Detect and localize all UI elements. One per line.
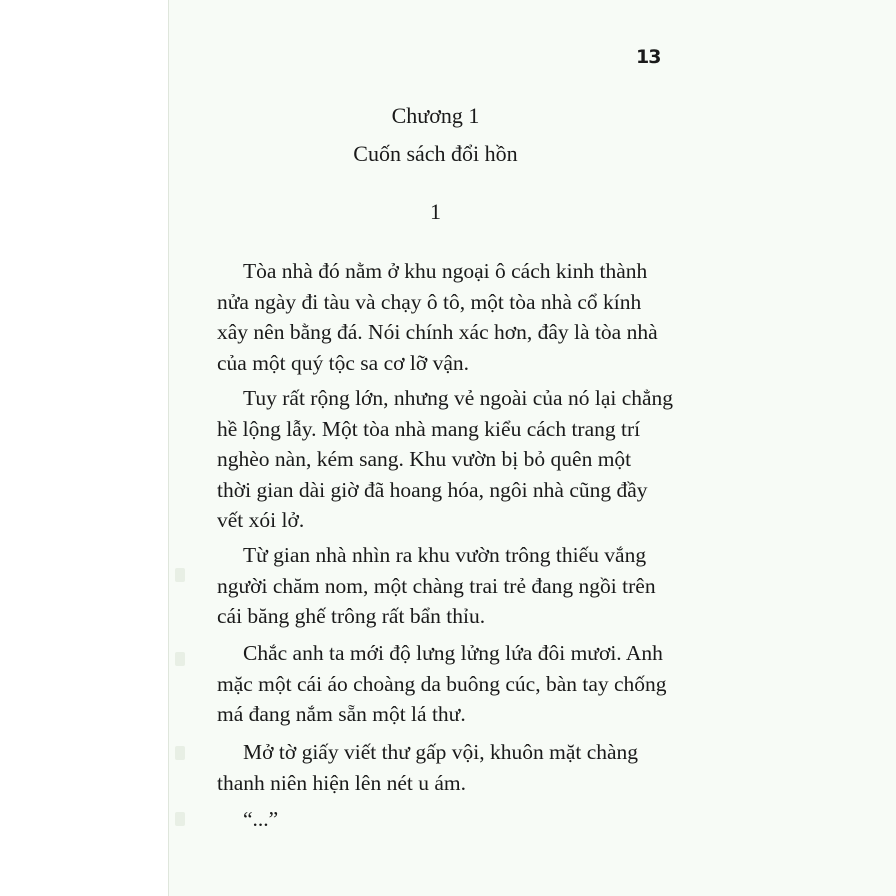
paragraph-line: má đang nắm sẵn một lá thư.: [217, 702, 466, 726]
paragraph-4: [217, 638, 689, 730]
paragraph-line: Chắc anh ta mới độ lưng lửng lứa đôi mươi. Anh: [243, 641, 663, 665]
paragraph-1: [217, 256, 689, 378]
chapter-label: Chương 1: [391, 103, 480, 128]
section-number: 1: [430, 199, 441, 224]
edge-mark: [175, 812, 185, 826]
paragraph-line: cái băng ghế trông rất bẩn thỉu.: [217, 604, 486, 628]
edge-mark: [175, 568, 185, 582]
paragraph-line: vết xói lở.: [217, 508, 305, 532]
edge-mark: [175, 652, 185, 666]
paragraph-line: mặc một cái áo choàng da buông cúc, bàn tay chống: [217, 671, 667, 696]
edge-mark: [175, 746, 185, 760]
paragraph-line: thanh niên hiện lên nét u ám.: [217, 770, 466, 795]
paragraph-line: của một quý tộc sa cơ lỡ vận.: [217, 350, 470, 375]
paragraph-line: “...”: [243, 807, 279, 831]
paragraph-line: Tòa nhà đó nằm ở khu ngoại ô cách kinh thành: [243, 259, 648, 283]
paragraph-3: [217, 540, 689, 632]
paragraph-line: thời gian dài giờ đã hoang hóa, ngôi nhà cũng đầy: [217, 477, 648, 502]
paragraph-line: Tuy rất rộng lớn, nhưng vẻ ngoài của nó lại chẳng: [243, 386, 674, 410]
paragraph-line: nghèo nàn, kém sang. Khu vườn bị bỏ quên một: [217, 447, 632, 471]
page-edge-marks: [169, 0, 193, 896]
chapter-title: Cuốn sách đổi hồn: [353, 141, 518, 166]
paragraph-6: [217, 804, 715, 835]
paragraph-line: nửa ngày đi tàu và chạy ô tô, một tòa nhà cổ kính: [217, 289, 642, 314]
book-page: [168, 0, 896, 896]
paragraph-5: [217, 737, 689, 798]
paragraph-line: xây nên bằng đá. Nói chính xác hơn, đây là tòa nhà: [217, 320, 658, 344]
paragraph-line: Mở tờ giấy viết thư gấp vội, khuôn mặt chàng: [243, 740, 639, 764]
page-number: 13: [636, 46, 661, 68]
paragraph-line: Từ gian nhà nhìn ra khu vườn trông thiếu vắng: [243, 543, 647, 567]
paragraph-line: hề lộng lẫy. Một tòa nhà mang kiểu cách trang trí: [217, 416, 641, 441]
paragraph-line: người chăm nom, một chàng trai trẻ đang ngồi trên: [217, 573, 656, 598]
paragraph-2: [217, 383, 689, 536]
